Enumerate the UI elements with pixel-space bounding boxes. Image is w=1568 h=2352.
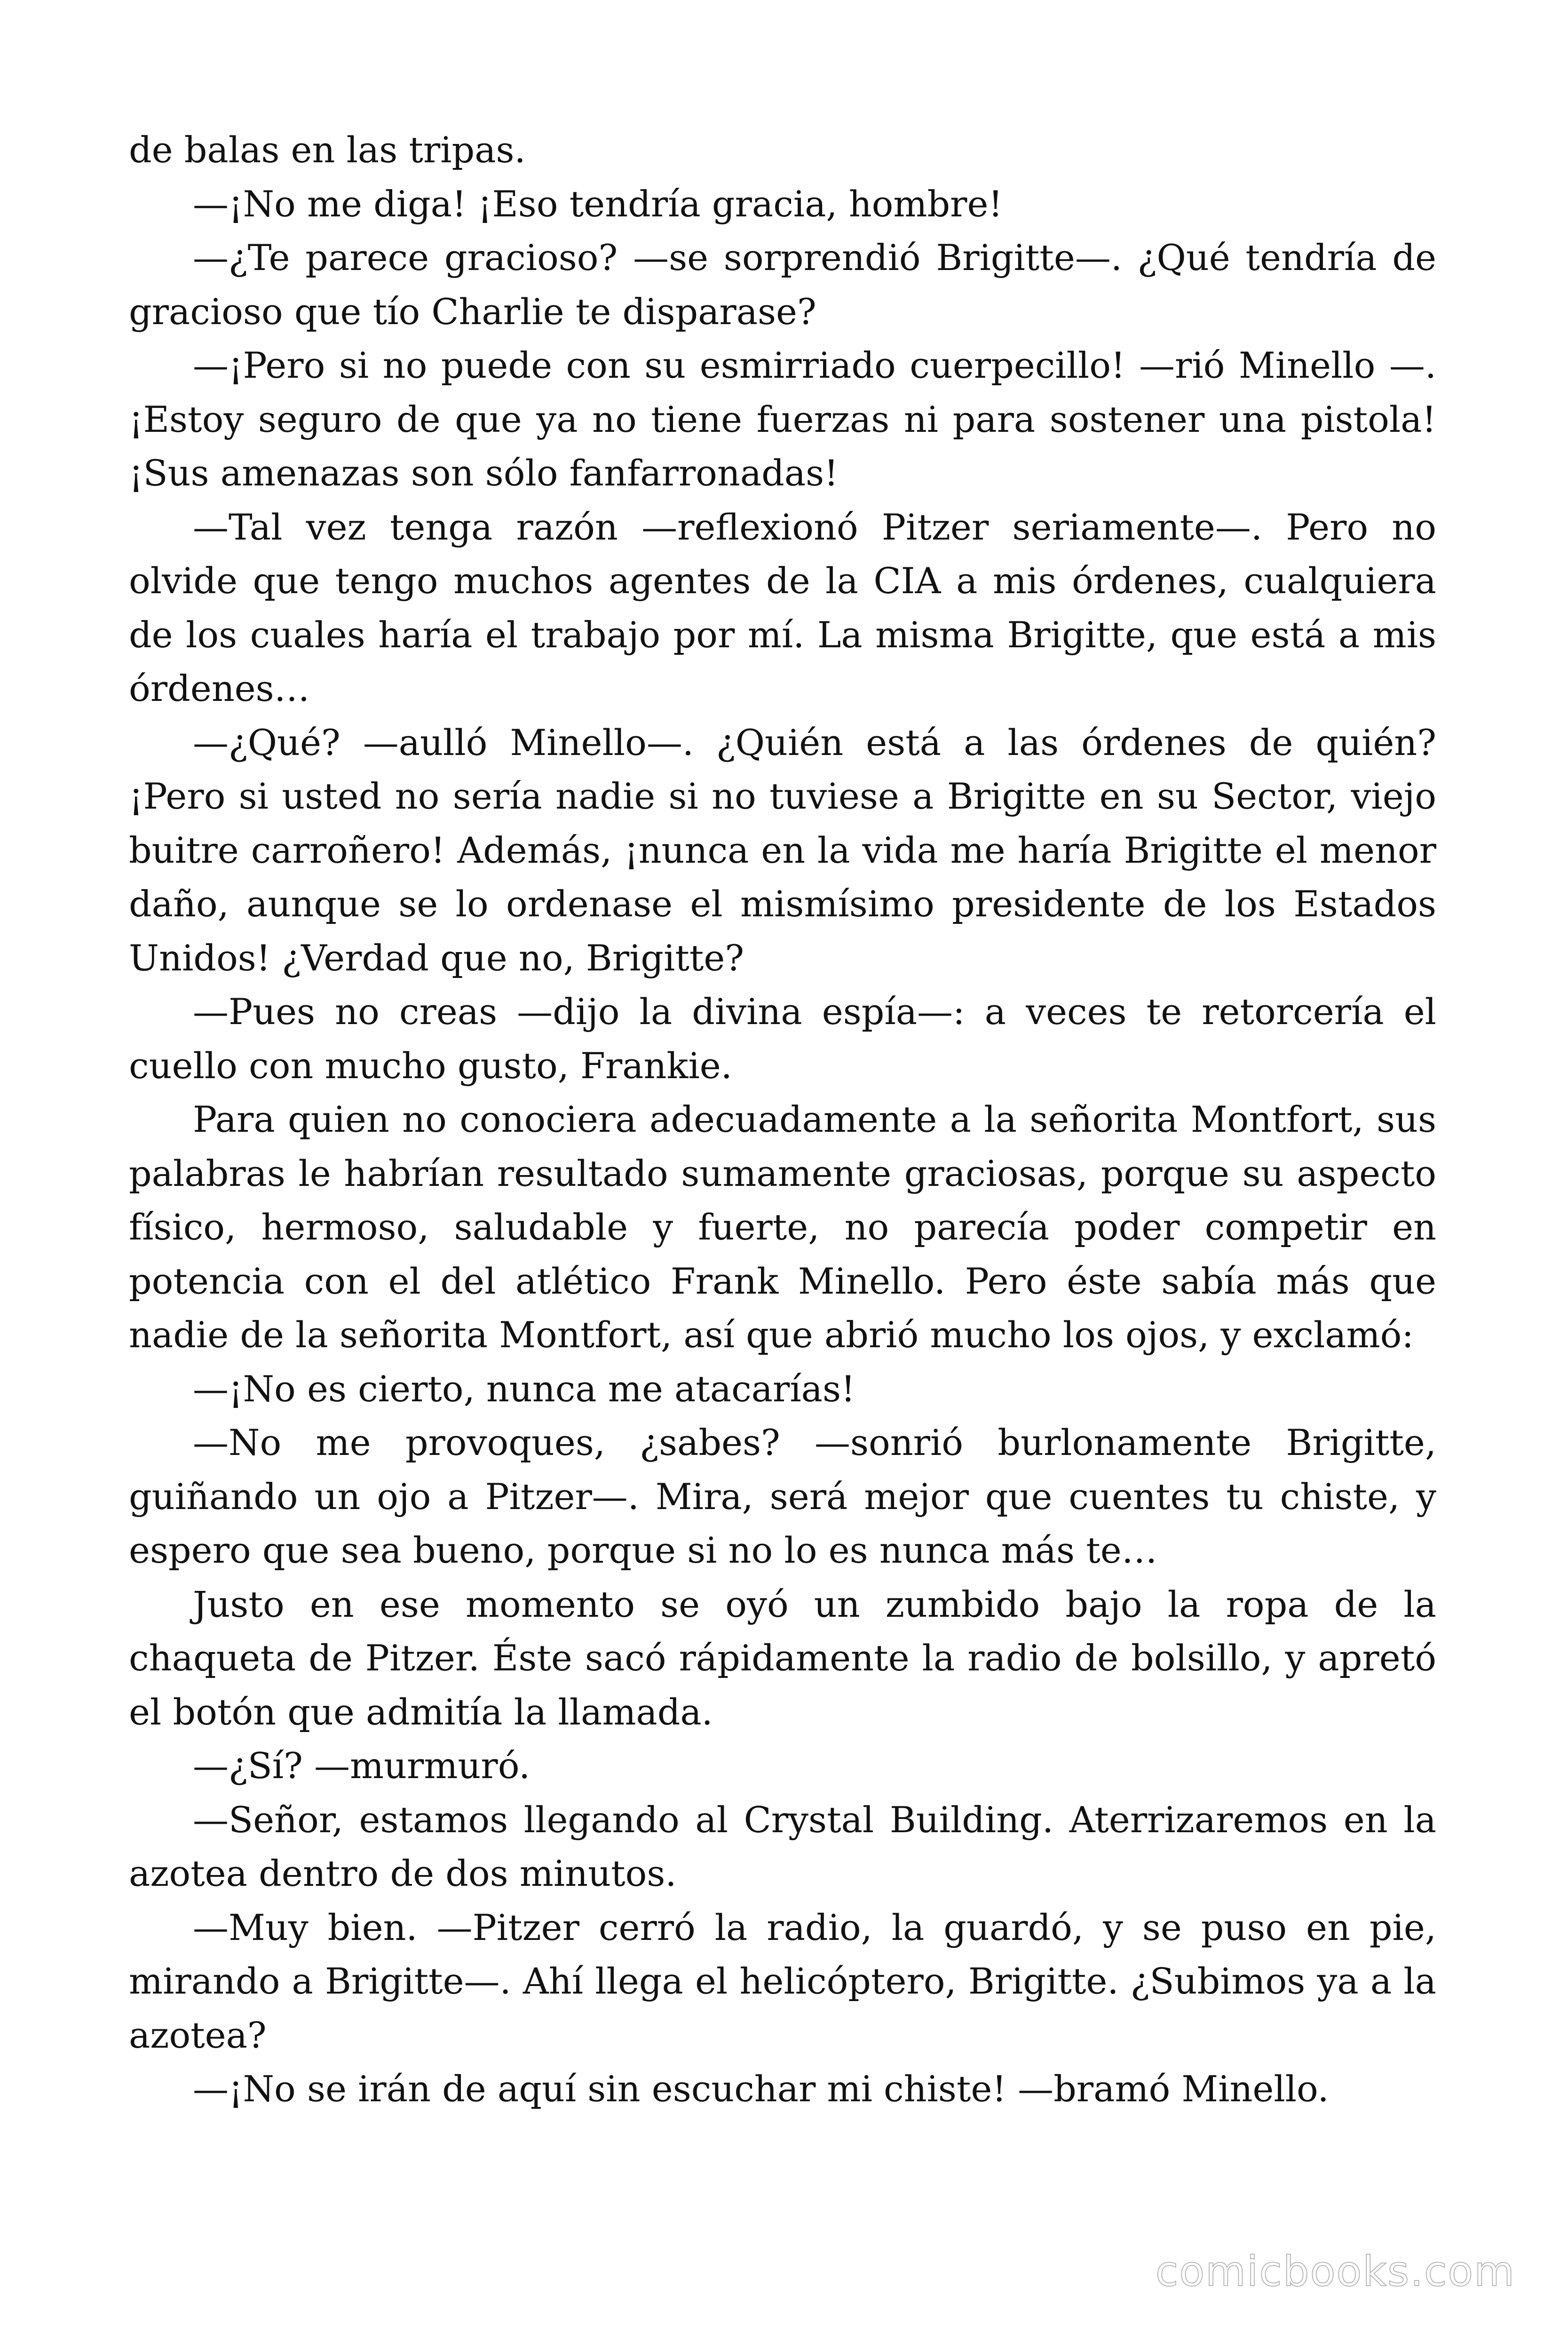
paragraph: —¡Pero si no puede con su esmirriado cuerpecillo! —rió Minello —. ¡Estoy seguro de que ya no tiene fuerzas ni para sostener una pistola! ¡Sus amenazas son sólo fanfarronadas!: [129, 344, 1436, 494]
paragraph: —Muy bien. —Pitzer cerró la radio, la guardó, y se puso en pie, mirando a Brigitte—. Ahí llega el helicóptero, Brigitte. ¿Subimos ya a la azotea?: [129, 1906, 1436, 2056]
page-text: [129, 123, 1436, 2116]
watermark: comicbooks.com: [1155, 2247, 1515, 2296]
paragraph: Para quien no conociera adecuadamente a la señorita Montfort, sus palabras le habrían resultado sumamente graciosas, porque su aspecto físico, hermoso, saludable y fuerte, no parecía poder competir en potencia con el del atlético Frank Minello. Pero éste sabía más que nadie de la señorita Montfort, así que abrió mucho los ojos, y exclamó:: [129, 1098, 1436, 1356]
paragraph: —Pues no creas —dijo la divina espía—: a veces te retorcería el cuello con mucho gusto, Frankie.: [129, 991, 1436, 1087]
paragraph: —No me provoques, ¿sabes? —sonrió burlonamente Brigitte, guiñando un ojo a Pitzer—. Mira, será mejor que cuentes tu chiste, y espero que sea bueno, porque si no lo es nunca más te…: [129, 1422, 1436, 1571]
paragraph: de balas en las tripas.: [129, 129, 526, 171]
paragraph: —¡No me diga! ¡Eso tendría gracia, hombre!: [193, 183, 1003, 225]
paragraph: —¿Qué? —aulló Minello—. ¿Quién está a las órdenes de quién? ¡Pero si usted no sería nadie si no tuviese a Brigitte en su Sector, viejo buitre carroñero! Además, ¡nunca en la vida me haría Brigitte el menor daño, aunque se lo ordenase el mismísimo presidente de los Estados Unidos! ¿Verdad que no, Brigitte?: [129, 721, 1436, 979]
paragraph: —¡No es cierto, nunca me atacarías!: [193, 1367, 855, 1410]
paragraph: —Tal vez tenga razón —reflexionó Pitzer seriamente—. Pero no olvide que tengo muchos agentes de la CIA a mis órdenes, cualquiera de los cuales haría el trabajo por mí. La misma Brigitte, que está a mis órdenes…: [129, 506, 1436, 709]
paragraph: —¿Te parece gracioso? —se sorprendió Brigitte—. ¿Qué tendría de gracioso que tío Charlie te disparase?: [129, 237, 1436, 333]
paragraph: —¿Sí? —murmuró.: [193, 1745, 531, 1787]
paragraph: Justo en ese momento se oyó un zumbido bajo la ropa de la chaqueta de Pitzer. Éste sacó rápidamente la radio de bolsillo, y apretó el botón que admitía la llamada.: [129, 1583, 1436, 1733]
paragraph: —¡No se irán de aquí sin escuchar mi chiste! —bramó Minello.: [193, 2068, 1329, 2110]
paragraph: —Señor, estamos llegando al Crystal Building. Aterrizaremos en la azotea dentro de dos minutos.: [129, 1798, 1436, 1894]
